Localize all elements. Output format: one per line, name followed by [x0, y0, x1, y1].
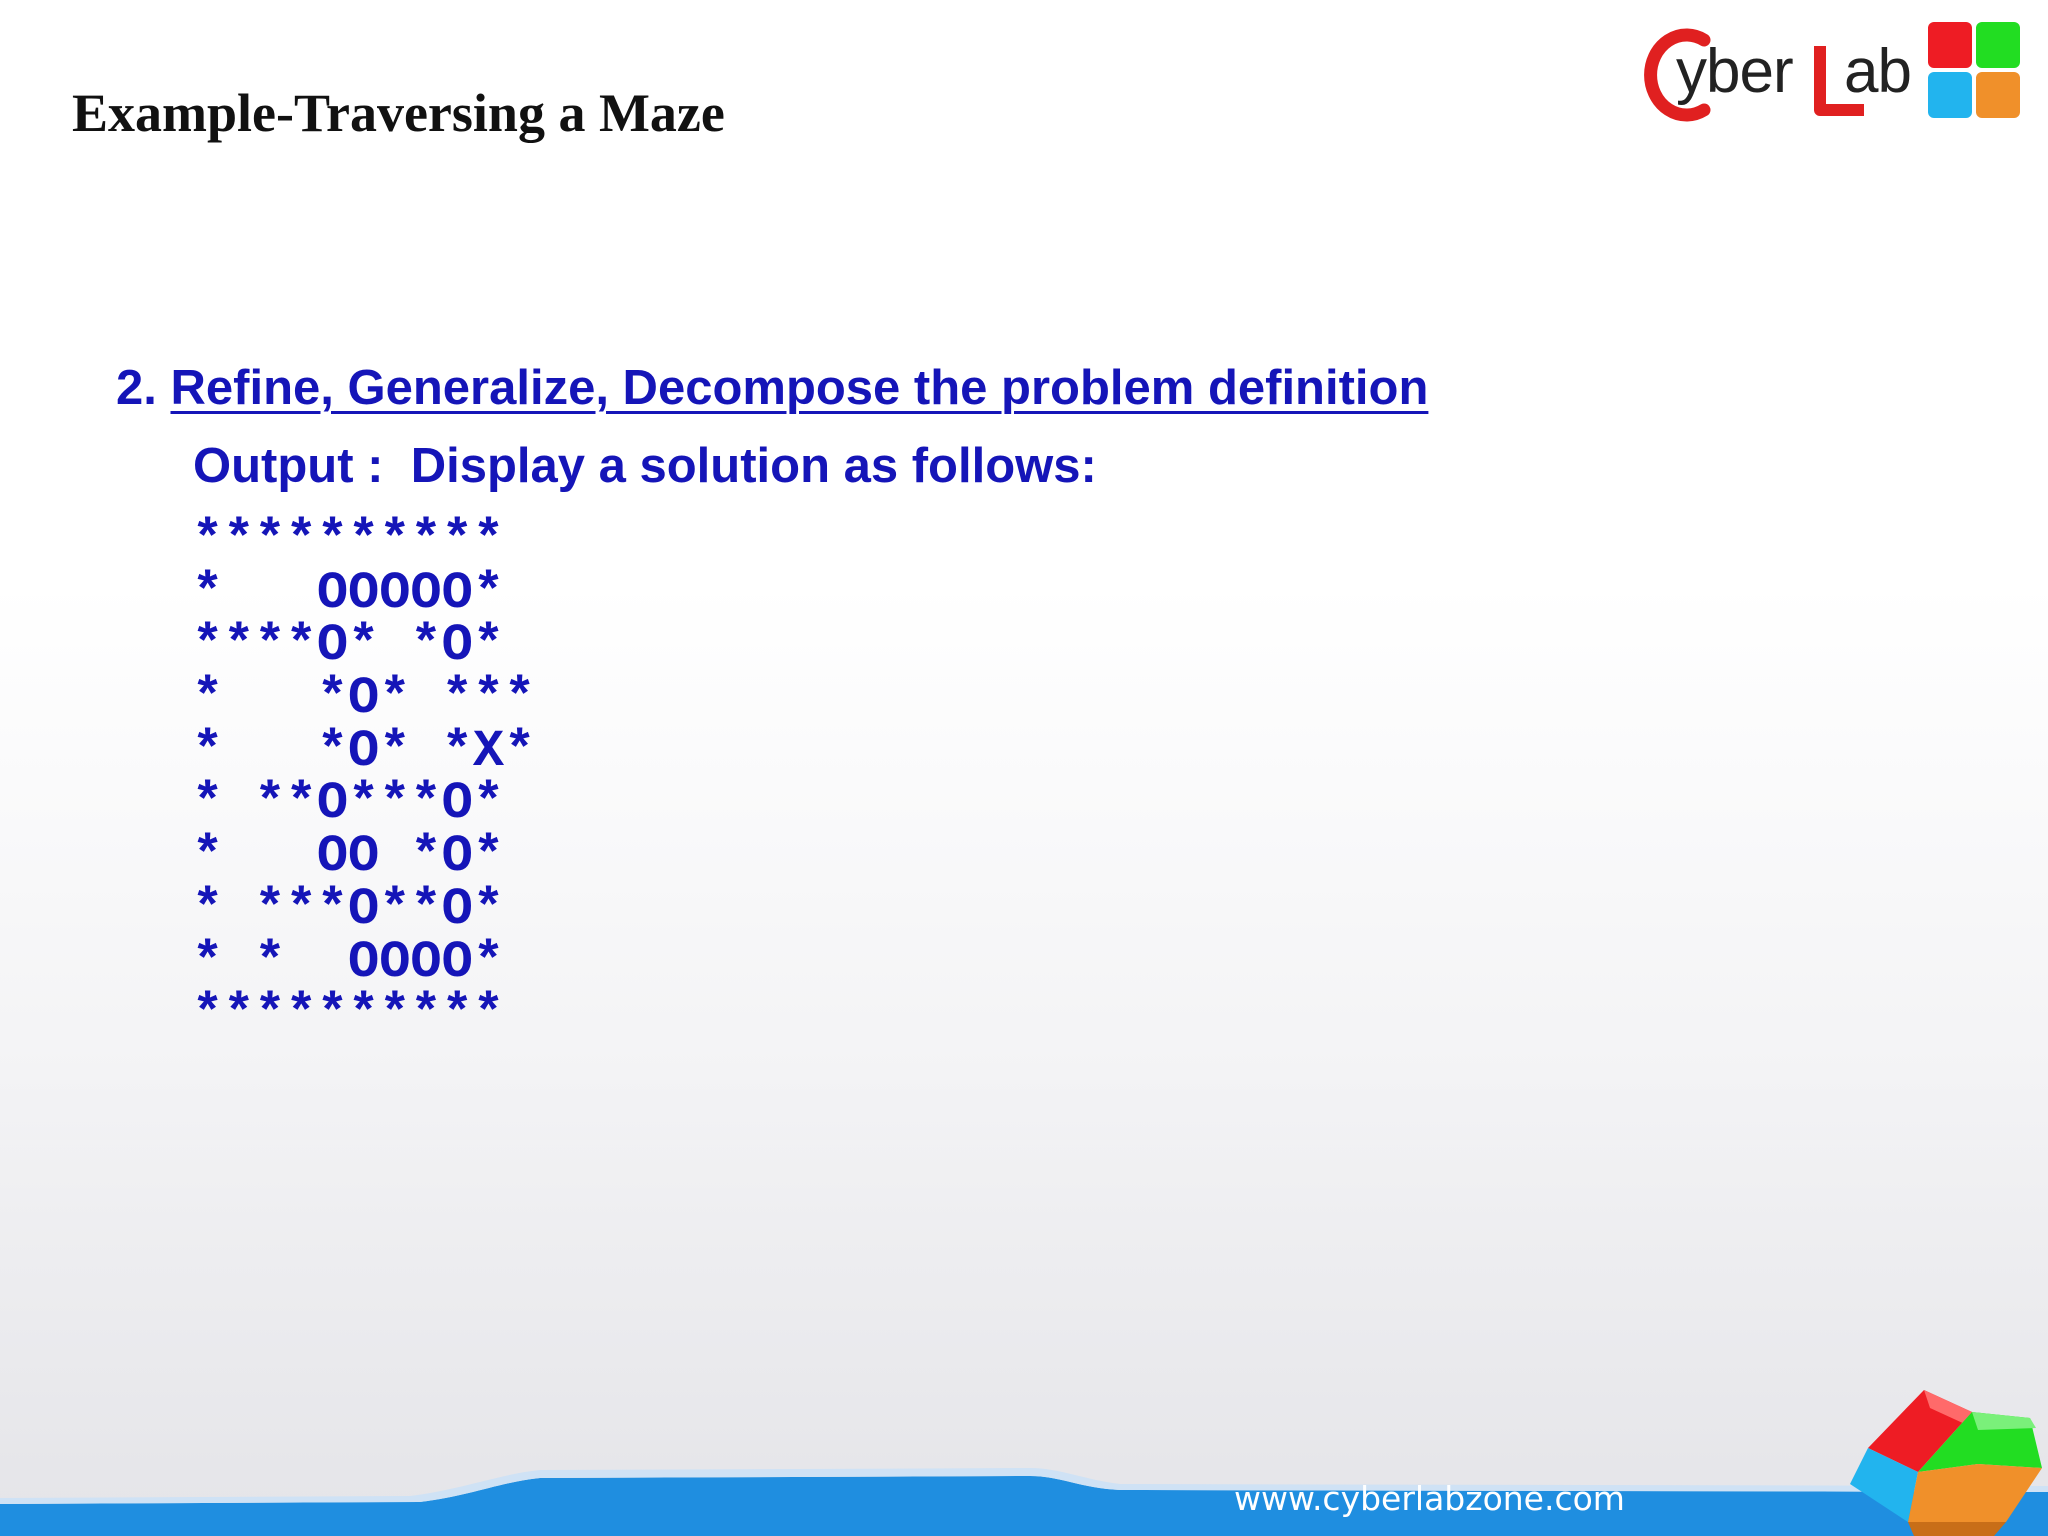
footer-url: www.cyberlabzone.com	[1234, 1479, 1625, 1518]
logo-word-ab: ab	[1844, 37, 1911, 106]
slide-title: Example-Traversing a Maze	[72, 83, 725, 143]
maze-row: * OO *O*	[192, 827, 505, 887]
maze-row: * *O* *X*	[192, 721, 536, 781]
section-heading-link: Refine, Generalize, Decompose the problem definition	[170, 361, 1429, 415]
logo-tiles-icon	[1928, 22, 2022, 118]
maze-row: * * OOOO*	[192, 932, 505, 992]
maze-solution-grid	[192, 511, 536, 1045]
maze-row: * *O* ***	[192, 669, 536, 729]
section-number: 2.	[116, 361, 157, 415]
footer-band	[0, 1436, 2048, 1536]
maze-row: * **O***O*	[192, 774, 505, 834]
logo-word-yber: yber	[1676, 37, 1793, 106]
maze-row: **********	[192, 985, 505, 1045]
maze-row: **********	[192, 511, 505, 570]
maze-row: ****O* *O*	[192, 616, 505, 676]
maze-row: * OOOOO*	[192, 563, 505, 623]
cyberlab-logo	[1630, 18, 2030, 128]
output-description: Output : Display a solution as follows:	[193, 439, 1097, 493]
section-heading	[116, 360, 1428, 416]
maze-row: * ***O**O*	[192, 879, 505, 939]
corner-cube-icon	[1846, 1372, 2046, 1536]
